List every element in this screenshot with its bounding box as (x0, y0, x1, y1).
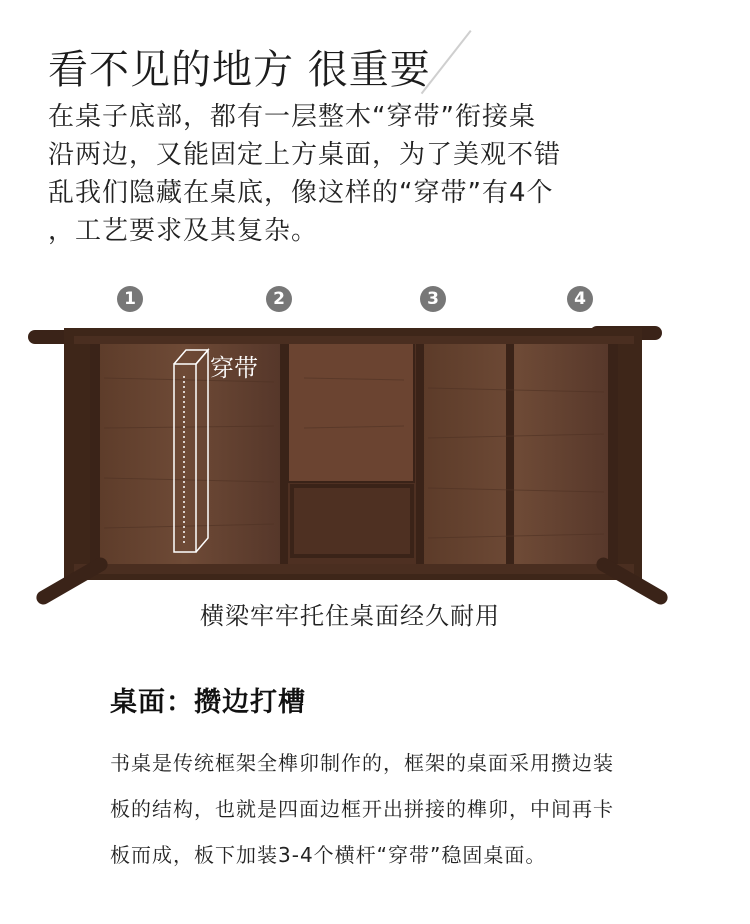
crossbar-5 (608, 344, 618, 566)
panel-right (422, 344, 614, 566)
image-caption: 横梁牢牢托住桌面经久耐用 (200, 602, 500, 630)
body-paragraph (110, 740, 710, 878)
panel-middle-drawer (288, 340, 414, 482)
marker-2: 2 (266, 286, 292, 312)
crossbar-3 (416, 344, 424, 566)
intro-line: 乱我们隐藏在桌底，像这样的“穿带”有4个 (48, 178, 554, 208)
body-line: 板而成，板下加装3-4个横杆“穿带”稳固桌面。 (110, 843, 547, 867)
marker-4: 4 (567, 286, 593, 312)
crossbar-2 (280, 344, 288, 566)
intro-paragraph (48, 98, 668, 250)
crossbar-markers (0, 286, 750, 316)
intro-line: ，工艺要求及其复杂。 (48, 216, 319, 246)
crossbar-1 (90, 344, 100, 566)
marker-1: 1 (117, 286, 143, 312)
body-line: 板的结构，也就是四面边框开出拼接的榫卯，中间再卡 (110, 797, 614, 821)
intro-line: 在桌子底部，都有一层整木“穿带”衔接桌 (48, 102, 536, 132)
table-underside-image (24, 318, 668, 620)
intro-line: 沿两边，又能固定上方桌面，为了美观不错 (48, 140, 562, 170)
rail-bottom (74, 564, 634, 574)
page-heading: 看不见的地方 很重要 (48, 47, 431, 93)
crossbar-4 (506, 344, 514, 566)
crossbar-label: 穿带 (210, 354, 258, 382)
rail-top (74, 336, 634, 344)
body-line: 书桌是传统框架全榫卯制作的，框架的桌面采用攒边装 (110, 751, 614, 775)
marker-3: 3 (420, 286, 446, 312)
section-title: 桌面：攒边打槽 (110, 687, 306, 718)
